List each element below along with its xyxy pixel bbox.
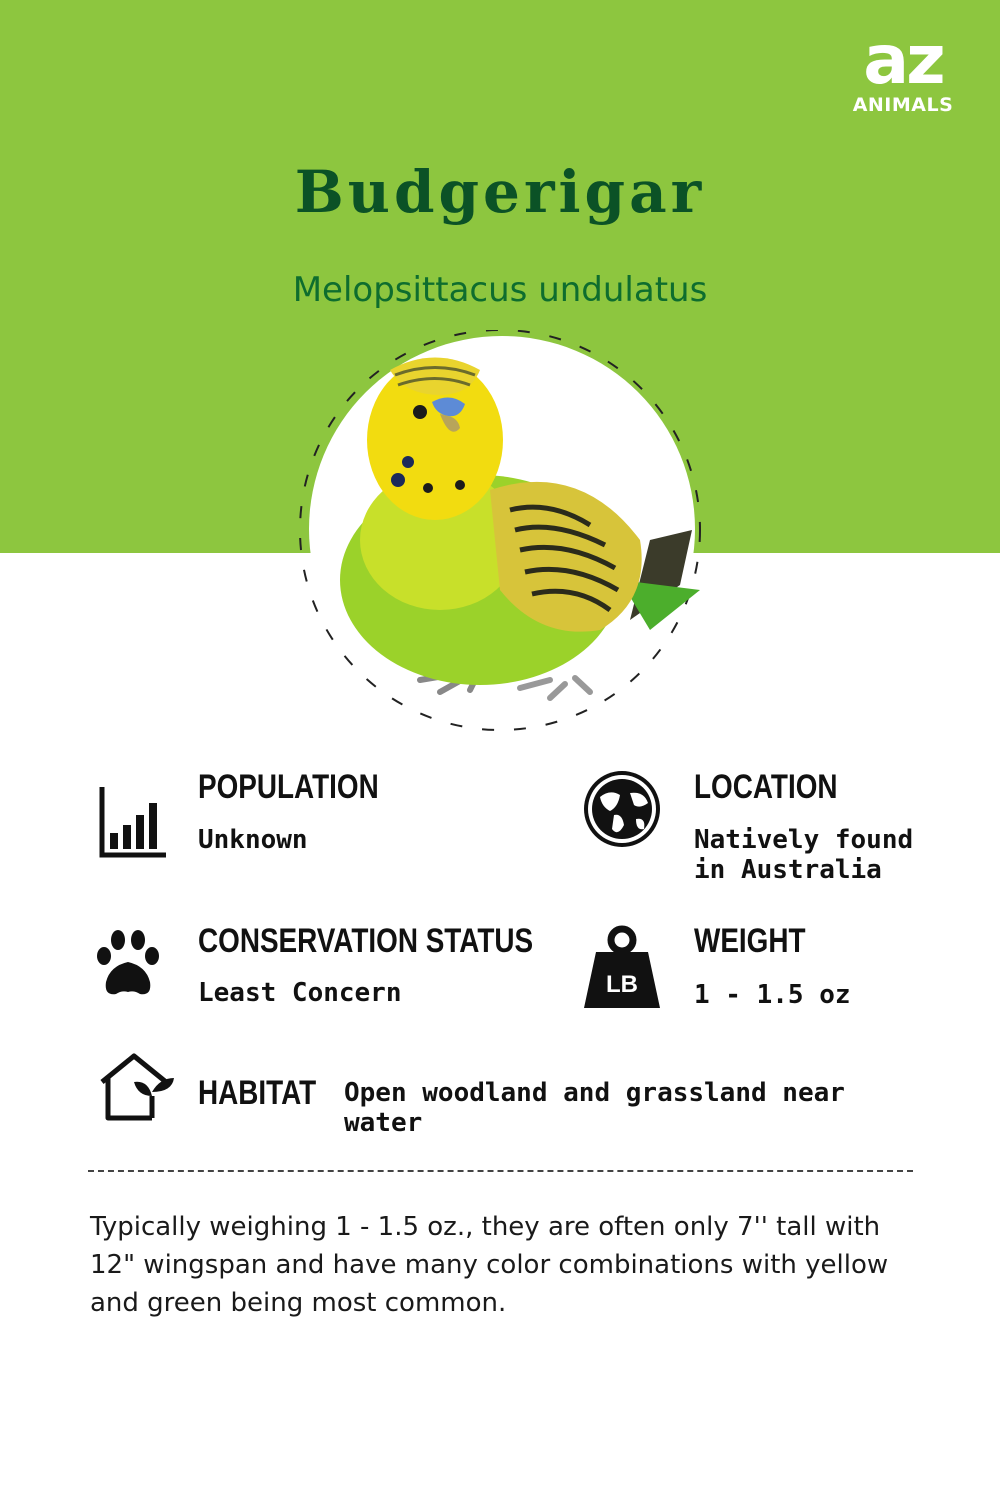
globe-icon xyxy=(580,767,664,851)
bar-chart-icon xyxy=(98,785,168,859)
weight-icon-label: LB xyxy=(606,971,638,998)
logo-mark: az xyxy=(863,21,943,100)
weight-icon xyxy=(582,924,662,1010)
paw-icon xyxy=(94,930,162,998)
population-title: POPULATION xyxy=(198,768,379,806)
az-animals-logo[interactable] xyxy=(838,21,968,116)
dashed-divider xyxy=(88,1170,913,1172)
scientific-name: Melopsittacus undulatus xyxy=(292,270,708,310)
location-value: Natively found in Australia xyxy=(694,825,914,885)
budgerigar-photo xyxy=(320,340,700,720)
page-title: Budgerigar xyxy=(294,158,706,226)
weight-title: WEIGHT xyxy=(694,922,806,960)
logo-wordmark: ANIMALS xyxy=(852,94,954,116)
conservation-status-title: CONSERVATION STATUS xyxy=(198,922,534,960)
house-plant-icon xyxy=(98,1052,178,1122)
weight-value: 1 - 1.5 oz xyxy=(694,980,851,1010)
location-title: LOCATION xyxy=(694,768,838,806)
conservation-status-value: Least Concern xyxy=(198,978,402,1008)
population-value: Unknown xyxy=(198,825,308,855)
habitat-value: Open woodland and grassland near water xyxy=(344,1078,845,1138)
habitat-title: HABITAT xyxy=(198,1074,317,1112)
description-paragraph: Typically weighing 1 - 1.5 oz., they are often only 7'' tall with 12" wingspan and have many color combinations with yellow and green being most common. xyxy=(90,1212,889,1318)
